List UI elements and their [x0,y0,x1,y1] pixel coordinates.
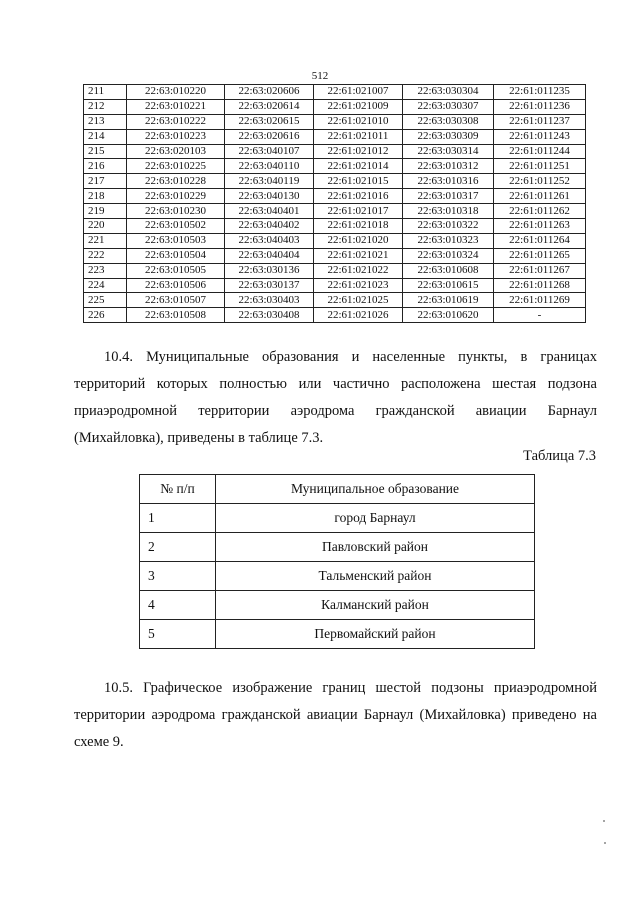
table-row [84,233,586,248]
table-row [84,293,586,308]
cadastral-number-cell: 22:61:021007 [314,85,403,100]
cadastral-number-cell: 22:63:030309 [403,129,494,144]
cadastral-number-cell: 22:63:030304 [403,85,494,100]
cadastral-number-cell: 22:61:021012 [314,144,403,159]
row-number-cell: 216 [84,159,127,174]
municipal-table-body [140,504,535,649]
row-number-cell: 218 [84,189,127,204]
cadastral-number-cell: 22:63:020616 [225,129,314,144]
table-row [84,189,586,204]
cadastral-number-cell: 22:63:010508 [127,308,225,323]
cadastral-table-body [84,85,586,323]
cadastral-number-cell: 22:63:010228 [127,174,225,189]
cadastral-number-cell: 22:63:030307 [403,99,494,114]
cadastral-number-cell: 22:61:011252 [494,174,586,189]
table-row [140,533,535,562]
row-number-cell: 226 [84,308,127,323]
cadastral-number-cell: 22:63:010503 [127,233,225,248]
cadastral-number-cell: 22:61:021021 [314,248,403,263]
cadastral-number-cell: 22:61:011244 [494,144,586,159]
row-number-cell: 222 [84,248,127,263]
row-number-cell: 211 [84,85,127,100]
scan-speck [603,820,605,822]
header-index: № п/п [140,475,216,504]
row-index-cell: 4 [140,591,216,620]
cadastral-number-cell: 22:61:011268 [494,278,586,293]
cadastral-number-cell: 22:63:020606 [225,85,314,100]
table-row [84,174,586,189]
header-municipality: Муниципальное образование [216,475,535,504]
cadastral-number-cell: 22:61:021010 [314,114,403,129]
municipality-cell: Первомайский район [216,620,535,649]
cadastral-number-cell: 22:61:011264 [494,233,586,248]
cadastral-number-cell: 22:63:040404 [225,248,314,263]
cadastral-number-cell: 22:63:010507 [127,293,225,308]
table-row [140,591,535,620]
cadastral-number-cell: 22:63:010322 [403,219,494,234]
scan-speck [604,842,606,844]
cadastral-number-cell: 22:61:011237 [494,114,586,129]
row-number-cell: 213 [84,114,127,129]
cadastral-number-cell: 22:63:030308 [403,114,494,129]
table-row [84,308,586,323]
cadastral-number-cell: 22:63:010223 [127,129,225,144]
cadastral-number-cell: 22:63:010222 [127,114,225,129]
cadastral-number-cell: 22:61:021026 [314,308,403,323]
cadastral-number-cell: 22:61:021017 [314,204,403,219]
cadastral-number-cell: 22:63:040110 [225,159,314,174]
cadastral-number-cell: - [494,308,586,323]
cadastral-number-cell: 22:61:021009 [314,99,403,114]
cadastral-number-cell: 22:63:030137 [225,278,314,293]
cadastral-number-cell: 22:63:010608 [403,263,494,278]
cadastral-number-cell: 22:63:010615 [403,278,494,293]
cadastral-number-cell: 22:61:021020 [314,233,403,248]
cadastral-number-cell: 22:61:021014 [314,159,403,174]
table-row [140,620,535,649]
table-row [140,562,535,591]
cadastral-number-cell: 22:61:011243 [494,129,586,144]
table-row [84,204,586,219]
table-row [84,219,586,234]
row-index-cell: 1 [140,504,216,533]
cadastral-number-cell: 22:63:030136 [225,263,314,278]
municipality-cell: Павловский район [216,533,535,562]
cadastral-table [83,84,586,323]
table-row [84,278,586,293]
municipal-table [139,474,535,649]
municipality-cell: город Барнаул [216,504,535,533]
cadastral-number-cell: 22:63:010502 [127,219,225,234]
row-index-cell: 5 [140,620,216,649]
cadastral-number-cell: 22:61:011265 [494,248,586,263]
cadastral-number-cell: 22:63:010323 [403,233,494,248]
municipality-cell: Калманский район [216,591,535,620]
table-row [84,144,586,159]
table-row [84,159,586,174]
cadastral-number-cell: 22:63:040107 [225,144,314,159]
cadastral-number-cell: 22:63:040130 [225,189,314,204]
table-row [84,248,586,263]
cadastral-number-cell: 22:63:030408 [225,308,314,323]
cadastral-number-cell: 22:61:021011 [314,129,403,144]
cadastral-number-cell: 22:63:010324 [403,248,494,263]
cadastral-number-cell: 22:63:010318 [403,204,494,219]
cadastral-number-cell: 22:61:011263 [494,219,586,234]
cadastral-number-cell: 22:63:040401 [225,204,314,219]
row-number-cell: 225 [84,293,127,308]
row-number-cell: 212 [84,99,127,114]
cadastral-number-cell: 22:63:010505 [127,263,225,278]
cadastral-number-cell: 22:63:030314 [403,144,494,159]
cadastral-number-cell: 22:63:040119 [225,174,314,189]
cadastral-number-cell: 22:63:010225 [127,159,225,174]
cadastral-number-cell: 22:61:021018 [314,219,403,234]
cadastral-number-cell: 22:61:011236 [494,99,586,114]
cadastral-number-cell: 22:61:021016 [314,189,403,204]
cadastral-number-cell: 22:63:030403 [225,293,314,308]
cadastral-number-cell: 22:63:020103 [127,144,225,159]
cadastral-number-cell: 22:63:020615 [225,114,314,129]
row-number-cell: 223 [84,263,127,278]
row-index-cell: 3 [140,562,216,591]
row-number-cell: 217 [84,174,127,189]
paragraph-10-4: 10.4. Муниципальные образования и населенные пункты, в границах территорий которых полностью или частично расположена шестая подзона приаэродромной территории аэродрома гражданской авиации Барнаул (Михайловка), приведены в таблице 7.3. [74,349,597,446]
cadastral-number-cell: 22:61:011269 [494,293,586,308]
table-row [84,99,586,114]
cadastral-number-cell: 22:63:010230 [127,204,225,219]
row-number-cell: 224 [84,278,127,293]
cadastral-number-cell: 22:63:010619 [403,293,494,308]
cadastral-number-cell: 22:63:010620 [403,308,494,323]
row-index-cell: 2 [140,533,216,562]
table-row [140,504,535,533]
table-row [84,85,586,100]
table-caption: Таблица 7.3 [523,448,596,464]
cadastral-number-cell: 22:63:010312 [403,159,494,174]
cadastral-number-cell: 22:63:020614 [225,99,314,114]
row-number-cell: 221 [84,233,127,248]
cadastral-number-cell: 22:61:011235 [494,85,586,100]
table-row [84,129,586,144]
cadastral-number-cell: 22:63:010229 [127,189,225,204]
cadastral-number-cell: 22:63:010504 [127,248,225,263]
cadastral-number-cell: 22:63:010221 [127,99,225,114]
cadastral-number-cell: 22:63:010506 [127,278,225,293]
cadastral-number-cell: 22:63:040402 [225,219,314,234]
page-number: 512 [311,70,329,82]
row-number-cell: 220 [84,219,127,234]
cadastral-number-cell: 22:63:040403 [225,233,314,248]
cadastral-number-cell: 22:61:011261 [494,189,586,204]
table-row [84,114,586,129]
cadastral-number-cell: 22:63:010316 [403,174,494,189]
cadastral-number-cell: 22:61:011251 [494,159,586,174]
municipality-cell: Тальменский район [216,562,535,591]
cadastral-number-cell: 22:61:021015 [314,174,403,189]
row-number-cell: 214 [84,129,127,144]
cadastral-number-cell: 22:61:021023 [314,278,403,293]
row-number-cell: 219 [84,204,127,219]
cadastral-number-cell: 22:61:021025 [314,293,403,308]
cadastral-number-cell: 22:63:010220 [127,85,225,100]
cadastral-number-cell: 22:63:010317 [403,189,494,204]
cadastral-number-cell: 22:61:011267 [494,263,586,278]
table-row [84,263,586,278]
cadastral-number-cell: 22:61:011262 [494,204,586,219]
cadastral-number-cell: 22:61:021022 [314,263,403,278]
municipal-table-header-row [140,475,535,504]
paragraph-10-5: 10.5. Графическое изображение границ шестой подзоны приаэродромной территории аэродрома гражданской авиации Барнаул (Михайловка) приведено на схеме 9. [74,680,597,750]
row-number-cell: 215 [84,144,127,159]
